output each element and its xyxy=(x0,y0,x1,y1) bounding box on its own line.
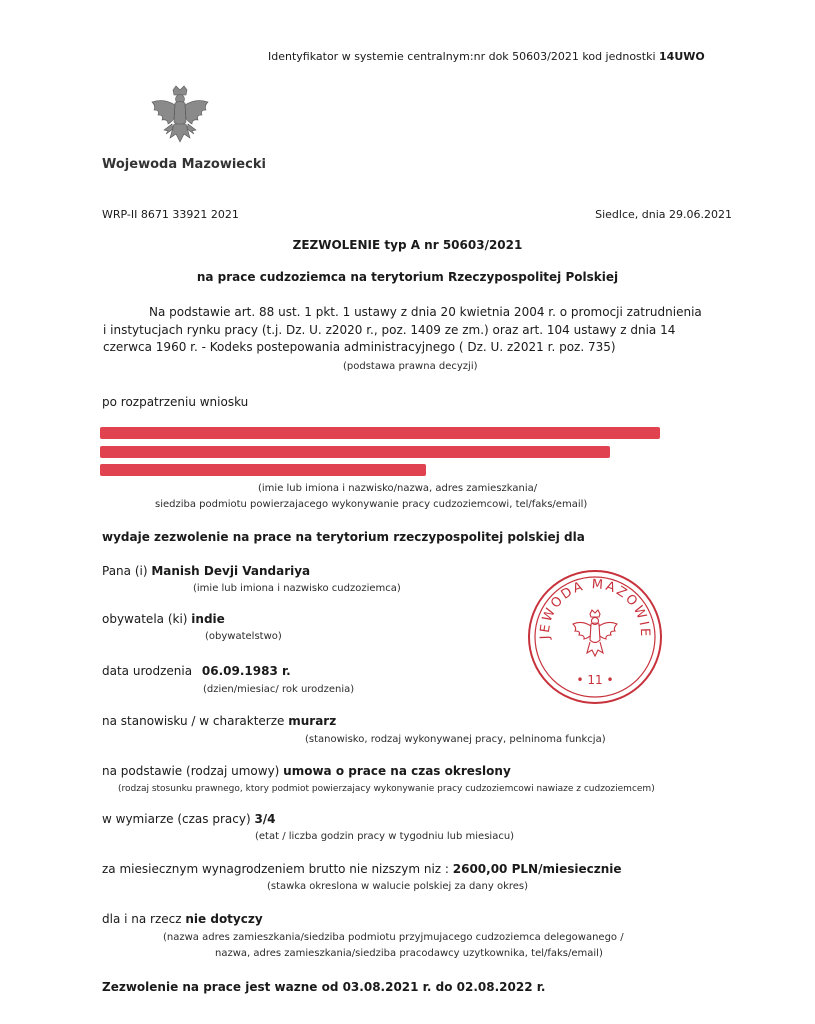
validity-statement: Zezwolenie na prace jest wazne od 03.08.2021 r. do 02.08.2022 r. xyxy=(102,980,546,994)
stamp-eagle-icon xyxy=(573,610,617,656)
application-label: po rozpatrzeniu wniosku xyxy=(102,395,249,409)
citizenship-label: obywatela (ki) xyxy=(102,612,192,626)
case-number: WRP-II 8671 33921 2021 xyxy=(102,208,239,221)
legal-basis-line: i instytucjach rynku pracy (t.j. Dz. U. z2020 r., poz. 1409 ze zm.) oraz art. 104 ustawy z dnia 14 xyxy=(103,322,676,337)
applicant-note-line1: (imie lub imiona i nazwisko/nazwa, adres zamieszkania/ xyxy=(258,483,538,494)
identifier-text: Identyfikator w systemie centralnym:nr dok 50603/2021 kod jednostki xyxy=(268,50,660,63)
onbehalf-row xyxy=(102,912,263,926)
contract-label: na podstawie (rodzaj umowy) xyxy=(102,764,284,778)
salary-value: 2600,00 PLN/miesiecznie xyxy=(452,862,622,876)
foreigner-name-value: Manish Devji Vandariya xyxy=(151,564,311,578)
stamp-text-path: JEWODA MAZOWIE xyxy=(537,577,653,640)
onbehalf-note-line1: (nazwa adres zamieszkania/siedziba podmiotu przyjmujacego cudzoziemca delegowanego / xyxy=(163,932,624,943)
salary-note: (stawka okreslona w walucie polskiej za dany okres) xyxy=(267,881,529,892)
birth-date-label: data urodzenia xyxy=(102,664,196,678)
permit-title: ZEZWOLENIE typ A nr 50603/2021 xyxy=(292,238,523,252)
worktime-label: w wymiarze (czas pracy) xyxy=(102,812,255,826)
salary-label: za miesiecznym wynagrodzeniem brutto nie nizszym niz : xyxy=(102,862,453,876)
birth-date-note: (dzien/miesiac/ rok urodzenia) xyxy=(203,684,355,695)
contract-note: (rodzaj stosunku prawnego, ktory podmiot powierzajacy wykonywanie pracy cudzoziemcowi nawiaze z cudzoziemcem) xyxy=(118,784,655,794)
legal-basis-line: czerwca 1960 r. - Kodeks postepowania administracyjnego ( Dz. U. z2021 r. poz. 735) xyxy=(103,340,616,354)
citizenship-row xyxy=(102,612,225,626)
permit-subtitle: na prace cudzoziemca na terytorium Rzeczypospolitej Polskiej xyxy=(196,270,619,284)
polish-eagle-emblem xyxy=(146,84,214,152)
identifier-unit: 14UWO xyxy=(659,50,705,63)
legal-basis-line: Na podstawie art. 88 ust. 1 pkt. 1 ustawy z dnia 20 kwietnia 2004 r. o promocji zatrudnienia xyxy=(149,305,702,319)
position-row xyxy=(102,714,336,728)
redaction-bar xyxy=(100,446,610,458)
citizenship-note: (obywatelstwo) xyxy=(205,631,282,642)
stamp-number: • 11 • xyxy=(576,673,614,687)
document-identifier xyxy=(268,50,705,63)
position-label: na stanowisku / w charakterze xyxy=(102,714,289,728)
onbehalf-label: dla i na rzecz xyxy=(102,912,186,926)
place-date: Siedlce, dnia 29.06.2021 xyxy=(595,208,732,221)
birth-date-row xyxy=(102,664,291,678)
contract-row xyxy=(102,764,511,778)
official-stamp xyxy=(526,568,664,706)
worktime-value: 3/4 xyxy=(254,812,276,826)
onbehalf-value: nie dotyczy xyxy=(185,912,263,926)
applicant-note-line2: siedziba podmiotu powierzajacego wykonywanie pracy cudzoziemcowi, tel/faks/email) xyxy=(155,499,588,510)
redaction-bar xyxy=(100,427,660,439)
onbehalf-note-line2: nazwa, adres zamieszkania/siedziba pracodawcy uzytkownika, tel/faks/email) xyxy=(215,948,603,959)
foreigner-name-row xyxy=(102,564,310,578)
foreigner-name-note: (imie lub imiona i nazwisko cudzoziemca) xyxy=(193,583,401,594)
authority-name: Wojewoda Mazowiecki xyxy=(102,157,266,172)
redaction-bar xyxy=(100,464,426,476)
worktime-row xyxy=(102,812,276,826)
decision-statement: wydaje zezwolenie na prace na terytorium rzeczypospolitej polskiej dla xyxy=(102,530,585,544)
position-note: (stanowisko, rodzaj wykonywanej pracy, pelninoma funkcja) xyxy=(305,734,606,745)
position-value: murarz xyxy=(288,714,337,728)
foreigner-name-label: Pana (i) xyxy=(102,564,152,578)
legal-basis-note: (podstawa prawna decyzji) xyxy=(343,361,478,372)
birth-date-value: 06.09.1983 r. xyxy=(201,664,291,678)
contract-value: umowa o prace na czas okreslony xyxy=(283,764,511,778)
citizenship-value: indie xyxy=(191,612,225,626)
legal-basis xyxy=(103,304,743,357)
salary-row xyxy=(102,862,622,876)
worktime-note: (etat / liczba godzin pracy w tygodniu lub miesiacu) xyxy=(255,831,515,842)
